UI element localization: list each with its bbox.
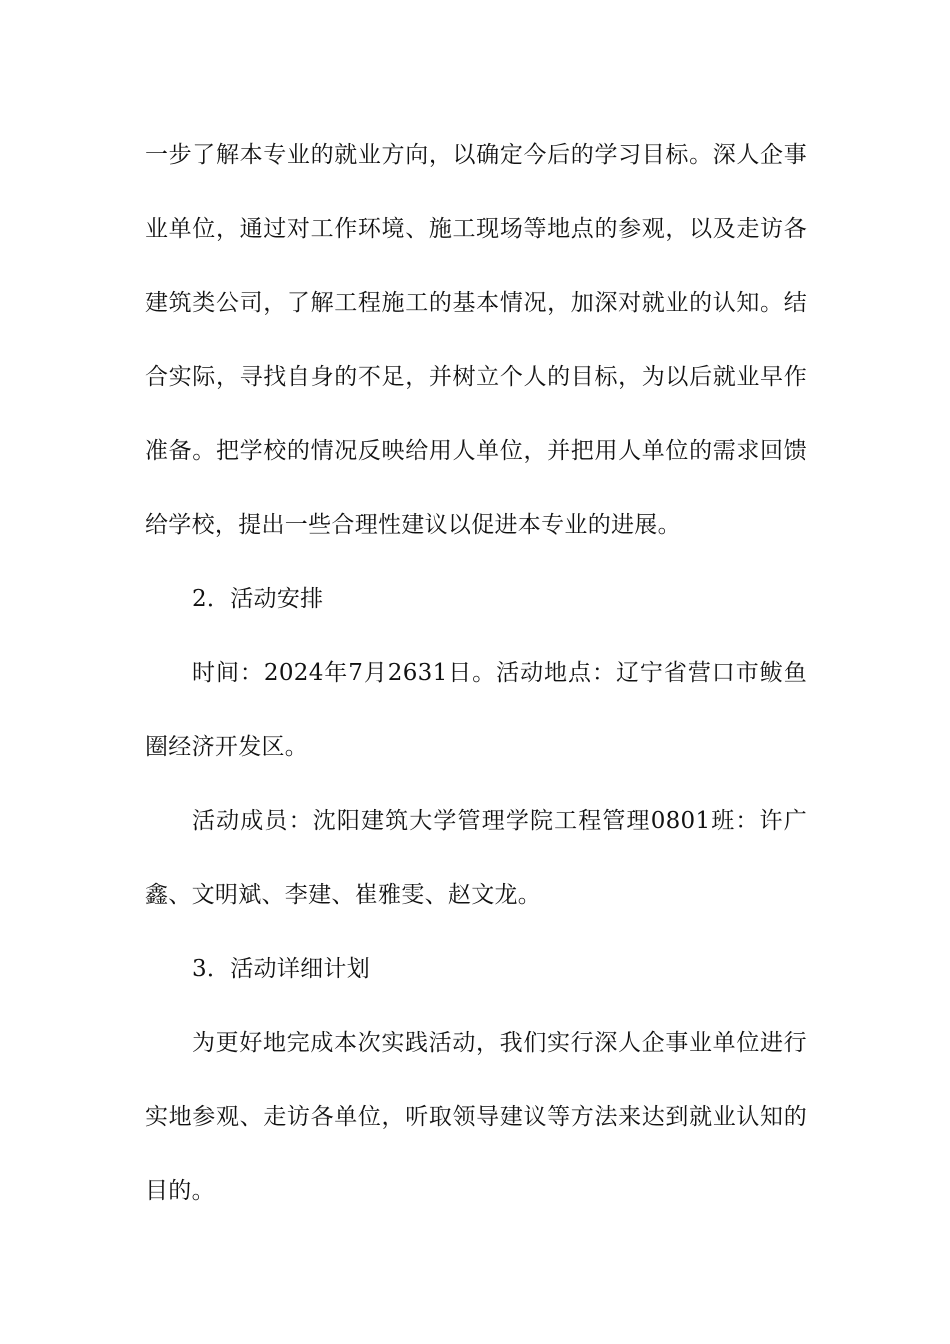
paragraph-members: 活动成员：沈阳建筑大学管理学院工程管理0801班：许广鑫、文明斌、李建、崔雅雯、赵文龙。 <box>145 808 807 908</box>
paragraph-time-location: 时间：2024年7月2631日。活动地点：辽宁省营口市鲅鱼圈经济开发区。 <box>145 660 807 760</box>
section-heading-activity-arrangement: 2．活动安排 <box>192 586 324 612</box>
document-body <box>145 118 807 1228</box>
paragraph-plan-description: 为更好地完成本次实践活动，我们实行深人企事业单位进行实地参观、走访各单位，听取领导建议等方法来达到就业认知的目的。 <box>145 1030 807 1204</box>
paragraph-continuation: 一步了解本专业的就业方向，以确定今后的学习目标。深人企事业单位，通过对工作环境、施工现场等地点的参观，以及走访各建筑类公司，了解工程施工的基本情况，加深对就业的认知。结合实际，寻找自身的不足，并树立个人的目标，为以后就业早作准备。把学校的情况反映给用人单位，并把用人单位的需求回馈给学校，提出一些合理性建议以促进本专业的进展。 <box>145 142 807 538</box>
section-heading-detailed-plan: 3．活动详细计划 <box>192 956 371 982</box>
